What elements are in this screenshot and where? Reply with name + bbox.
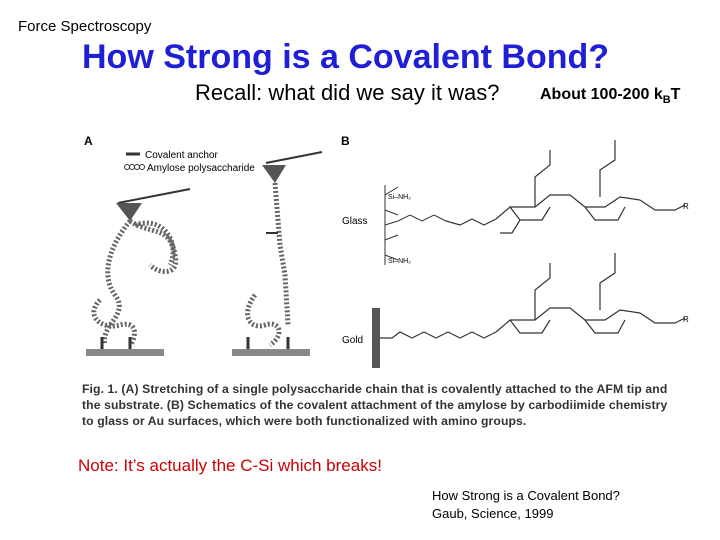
legend-anchor-label: Covalent anchor bbox=[145, 150, 218, 161]
legend-polymer-swatch bbox=[125, 165, 145, 170]
citation-source: Gaub, Science, 1999 bbox=[432, 506, 554, 521]
afm-tip-b bbox=[262, 165, 286, 183]
afm-figure bbox=[80, 125, 700, 380]
citation bbox=[432, 487, 620, 523]
citation-title: How Strong is a Covalent Bond? bbox=[432, 488, 620, 503]
substrate-b bbox=[232, 349, 310, 356]
substrate-a bbox=[86, 349, 164, 356]
answer-prefix: About 100-200 k bbox=[540, 86, 663, 103]
cantilever-a bbox=[118, 189, 190, 203]
amylose-ring-chain-bottom bbox=[380, 253, 685, 338]
panel-b-label: B bbox=[341, 134, 350, 148]
legend-polymer-label: Amylose polysaccharide bbox=[147, 163, 255, 174]
gold-electrode bbox=[372, 308, 380, 368]
amylose-ring-chain-top bbox=[446, 140, 685, 233]
slide-topic: Force Spectroscopy bbox=[18, 18, 152, 35]
stretched-chain bbox=[275, 183, 288, 325]
figure-caption: Fig. 1. (A) Stretching of a single polysaccharide chain that is covalently attached to the AFM tip and the substrate. (B) Schematics of the covalent attachment of the amylose by carbodiimide chemistry to glass or Au surfaces, which were both functionalized with amino groups. bbox=[82, 382, 668, 428]
answer-estimate bbox=[540, 86, 680, 106]
slide-title: How Strong is a Covalent Bond? bbox=[82, 38, 610, 76]
recall-question: Recall: what did we say it was? bbox=[195, 80, 500, 105]
chain-b-loop bbox=[248, 295, 279, 345]
note-text: Note: It’s actually the C-Si which breaks! bbox=[78, 456, 382, 475]
answer-subscript: B bbox=[662, 94, 671, 107]
cantilever-b bbox=[266, 152, 322, 163]
coiled-chain-a-loop3 bbox=[94, 300, 135, 345]
panel-a-label: A bbox=[84, 134, 93, 148]
glass-label: Glass bbox=[342, 216, 368, 227]
si-nh2-label-top: Si–NH₂ bbox=[388, 194, 411, 201]
answer-suffix: T bbox=[670, 86, 681, 103]
r-group-bottom: R bbox=[683, 315, 689, 324]
r-group-top: R bbox=[683, 202, 689, 211]
gold-label: Gold bbox=[342, 335, 364, 346]
si-nh2-label-bottom: Si–NH₂ bbox=[388, 258, 411, 265]
afm-tip-a bbox=[116, 203, 142, 221]
